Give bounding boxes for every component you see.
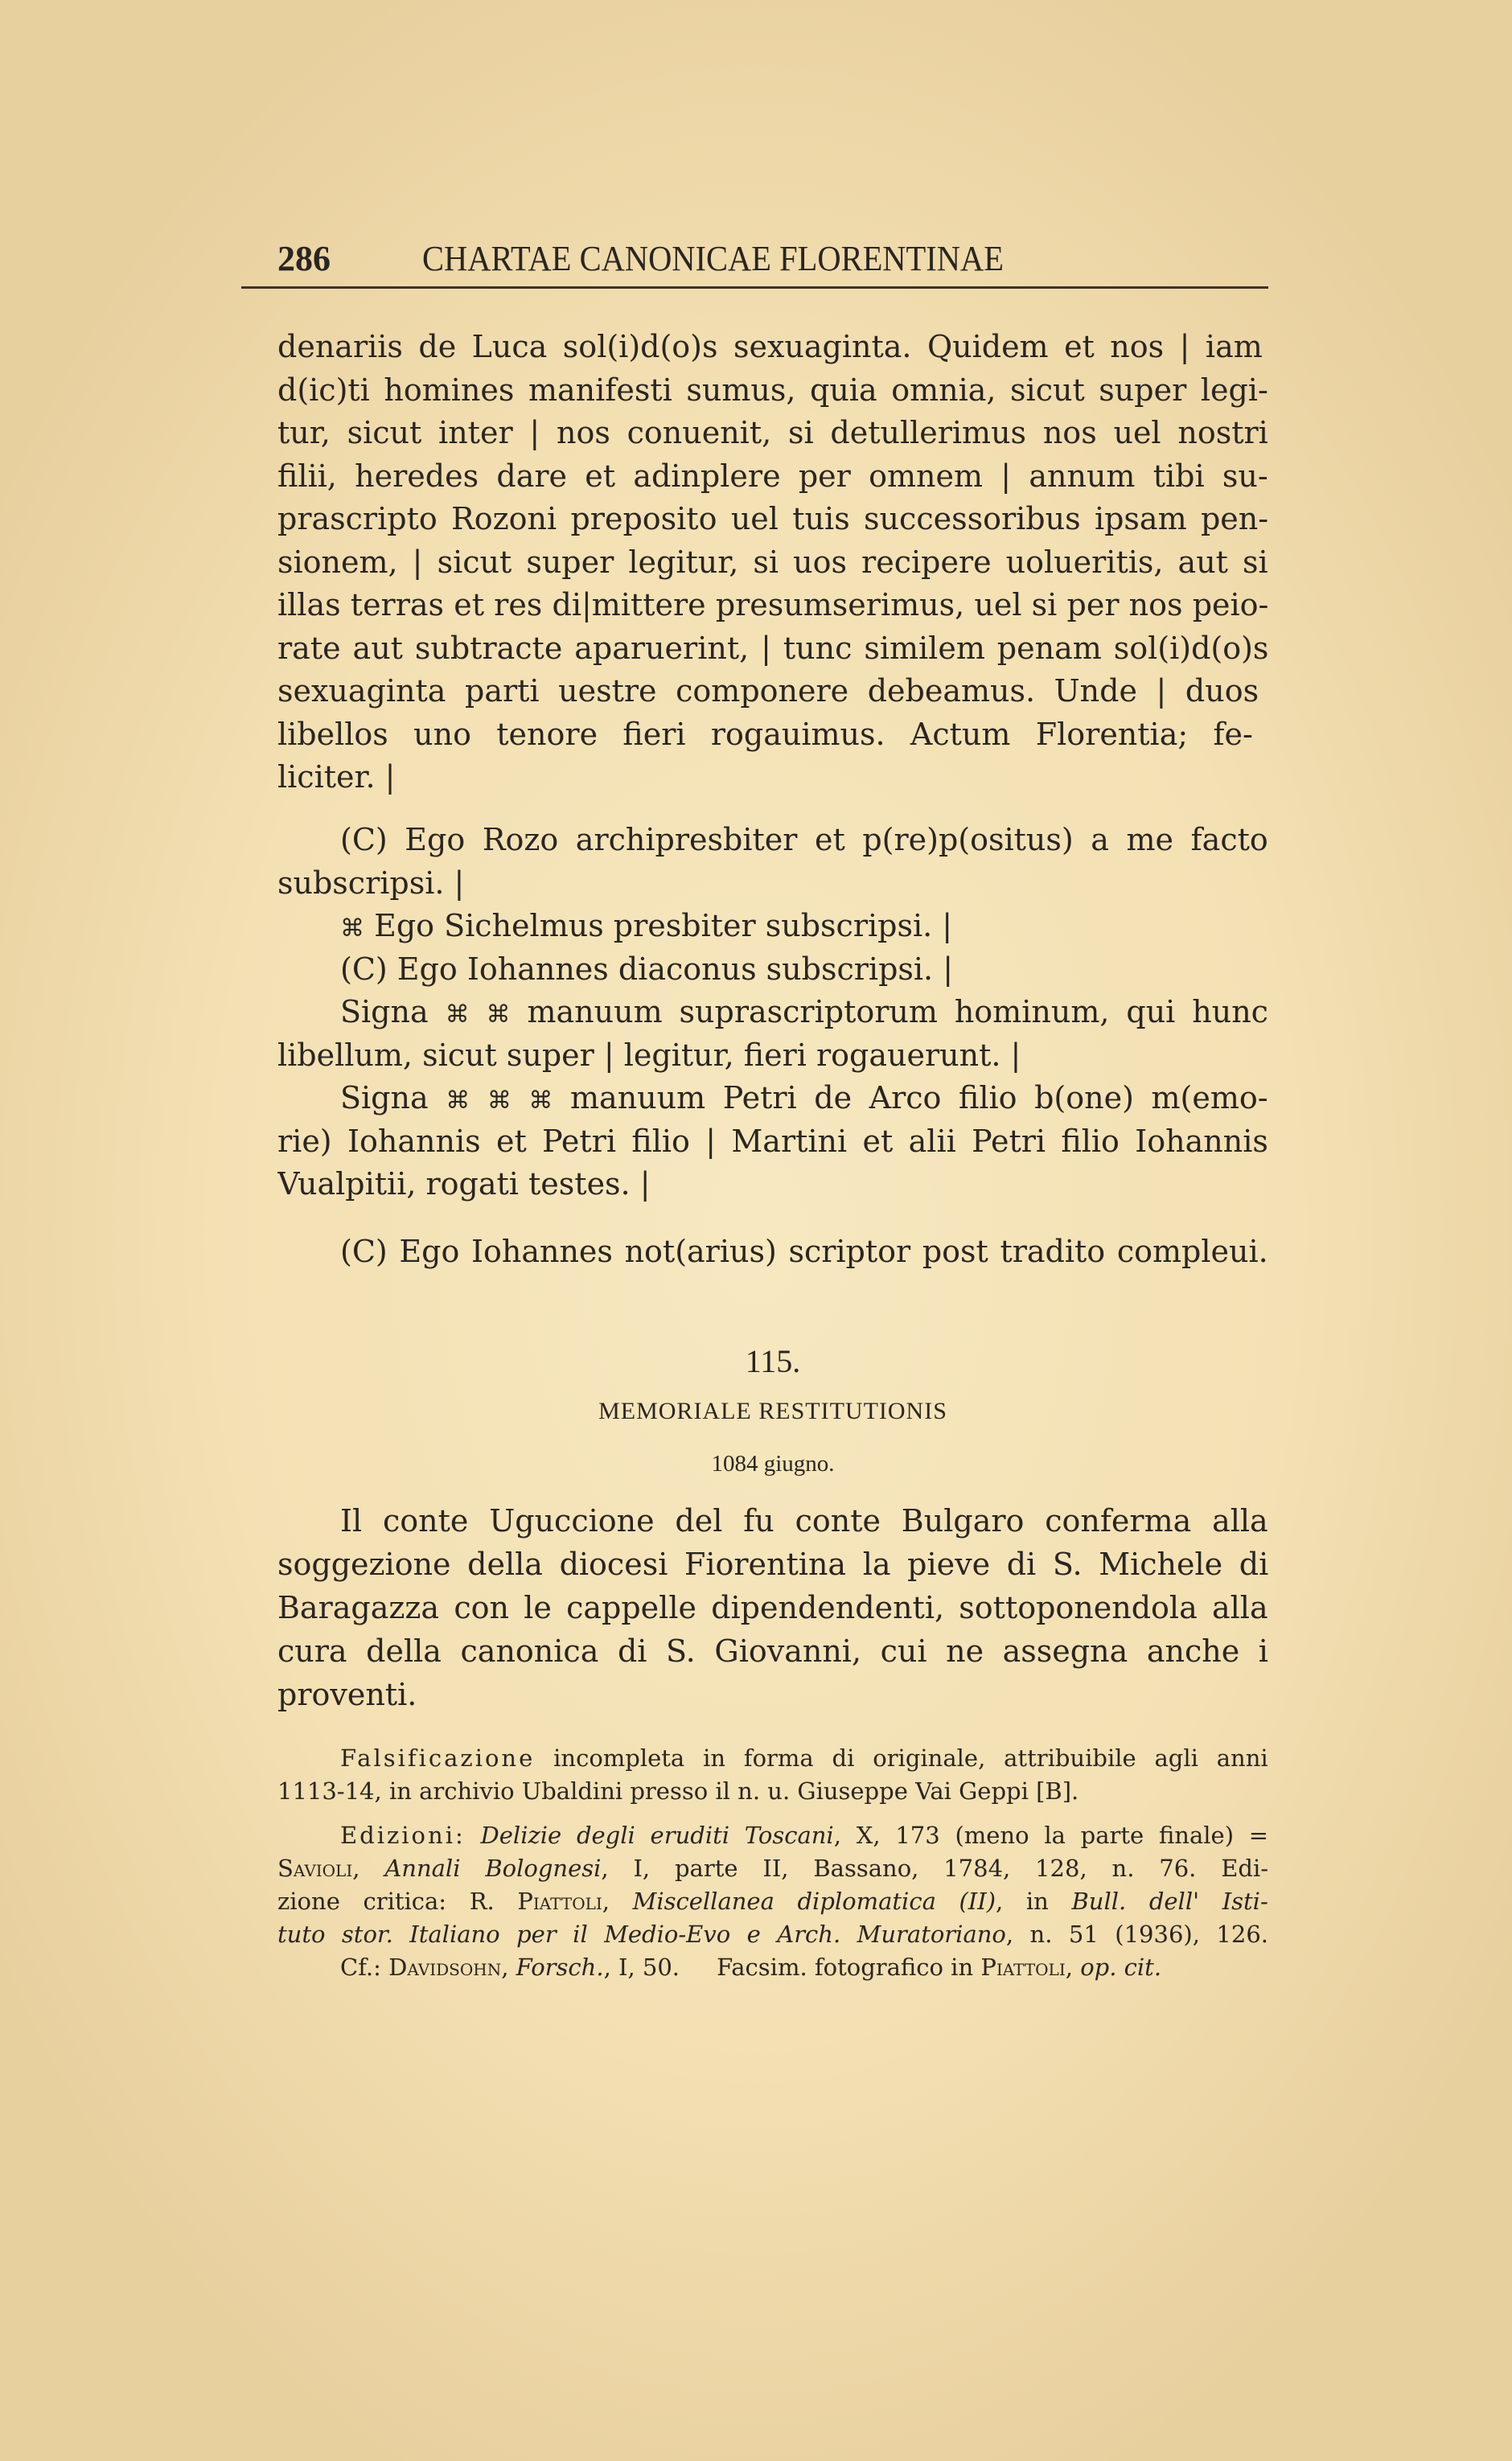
regest-line: cura della canonica di S. Giovanni, cui ne assegna anche i — [277, 1633, 1268, 1669]
signa-line-1: Signa ⌘ ⌘ manuum suprascriptorum hominum, qui hunc — [340, 994, 1268, 1029]
text-line: sionem, | sicut super legitur, si uos recipere uolueritis, aut si — [277, 544, 1268, 580]
editions-line: tuto stor. Italiano per il Medio-Evo e Arch. Muratoriano, n. 51 (1936), 126. — [277, 1921, 1268, 1948]
regest-line: proventi. — [277, 1677, 417, 1712]
cf-line: Cf.: Davidsohn, Forsch., I, 50. Facsim. fotografico in Piattoli, op. cit. — [340, 1954, 1162, 1981]
subscription-rozo-cont: subscripsi. | — [277, 865, 465, 901]
signum-cross-icon: ⌘ — [446, 1087, 470, 1115]
text-line: prascripto Rozoni preposito uel tuis successoribus ipsam pen- — [277, 501, 1268, 536]
editions-line: Savioli, Annali Bolognesi, I, parte II, Bassano, 1784, 128, n. 76. Edi- — [277, 1855, 1268, 1882]
signum-cross-icon: ⌘ — [340, 914, 364, 943]
signum-cross-icon: ⌘ — [528, 1087, 553, 1115]
subscription-sichelmus: ⌘ Ego Sichelmus presbiter subscripsi. | — [340, 908, 953, 943]
document-date: 1084 giugno. — [711, 1451, 835, 1477]
text-line: filii, heredes dare et adinplere per omnem | annum tibi su- — [277, 458, 1268, 494]
text-line: tur, sicut inter | nos conuenit, si detullerimus nos uel nostri — [277, 415, 1268, 450]
document-title: MEMORIALE RESTITUTIONIS — [598, 1398, 947, 1424]
signa-line-2-end: Vualpitii, rogati testes. | — [277, 1166, 651, 1202]
regest-line: Il conte Uguccione del fu conte Bulgaro conferma alla — [340, 1503, 1268, 1539]
signum-cross-icon: ⌘ — [487, 1087, 512, 1115]
document-number: 115. — [745, 1343, 801, 1379]
document-text — [277, 326, 1268, 799]
notary-subscription — [277, 1230, 1268, 1274]
regest-line: Baragazza con le cappelle dipendendenti, sottoponendola alla — [277, 1590, 1268, 1625]
page-number: 286 — [277, 239, 331, 278]
tradition-line: Falsificazione incompleta in forma di originale, attribuibile agli anni — [340, 1744, 1268, 1772]
subscription-iohannes: (C) Ego Iohannes diaconus subscripsi. | — [340, 951, 954, 987]
apparatus-tradition — [277, 1742, 1268, 1808]
text-line: liciter. | — [277, 759, 396, 795]
editions-line: Edizioni: Delizie degli eruditi Toscani, X, 173 (meno la parte finale) = — [340, 1822, 1268, 1849]
text-line: d(ic)ti homines manifesti sumus, quia omnia, sicut super legi- — [277, 372, 1268, 408]
regest-line: soggezione della diocesi Fiorentina la pieve di S. Michele di — [277, 1547, 1268, 1582]
running-head — [277, 235, 1268, 283]
text-line: libellos uno tenore fieri rogauimus. Actum Florentia; fe- — [277, 716, 1253, 752]
editions-line: zione critica: R. Piattoli, Miscellanea diplomatica (II), in Bull. dell' Isti- — [277, 1888, 1268, 1915]
apparatus-editions — [277, 1819, 1268, 1984]
signa-line-2: Signa ⌘ ⌘ ⌘ manuum Petri de Arco filio b(one) m(emo- — [340, 1080, 1268, 1115]
running-title: CHARTAE CANONICAE FLORENTINAE — [422, 239, 1004, 278]
text-line: denariis de Luca sol(i)d(o)s sexuaginta. Quidem et nos | iam — [277, 329, 1263, 364]
signum-cross-icon: ⌘ — [486, 1000, 511, 1029]
signa-line-1-cont: libellum, sicut super | legitur, fieri rogauerunt. | — [277, 1037, 1021, 1073]
header-rule — [241, 286, 1268, 289]
text-line: rate aut subtracte aparuerint, | tunc similem penam sol(i)d(o)s — [277, 630, 1268, 666]
subscriptions — [277, 819, 1268, 1206]
regest — [277, 1499, 1268, 1716]
signum-cross-icon: ⌘ — [445, 1000, 470, 1029]
notary-line: (C) Ego Iohannes not(arius) scriptor post tradito compleui. — [340, 1234, 1268, 1269]
subscription-rozo: (C) Ego Rozo archipresbiter et p(re)p(ositus) a me facto — [340, 822, 1268, 857]
text-line: illas terras et res di|mittere presumserimus, uel si per nos peio- — [277, 587, 1268, 622]
text-line: sexuaginta parti uestre componere debeamus. Unde | duos — [277, 673, 1259, 709]
signa-line-2-cont: rie) Iohannis et Petri filio | Martini et alii Petri filio Iohannis — [277, 1123, 1268, 1159]
tradition-line: 1113-14, in archivio Ubaldini presso il n. u. Giuseppe Vai Geppi [B]. — [277, 1777, 1079, 1805]
